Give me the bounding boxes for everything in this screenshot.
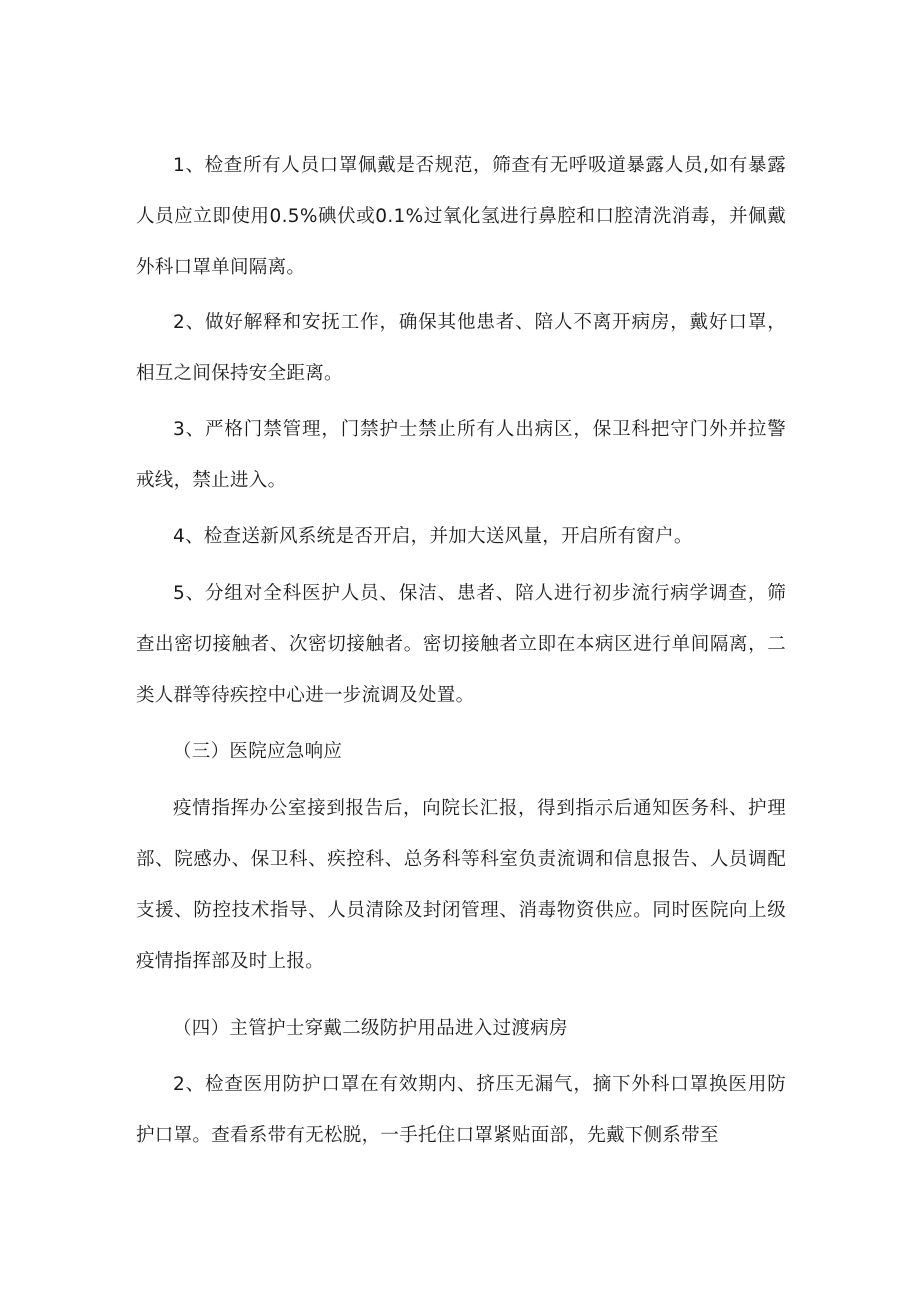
paragraph-item-3: 3、严格门禁管理，门禁护士禁止所有人出病区，保卫科把守门外并拉警戒线，禁止进入。 xyxy=(136,419,786,491)
paragraph-item-2: 2、做好解释和安抚工作，确保其他患者、陪人不离开病房，戴好口罩，相互之间保持安全距离。 xyxy=(136,312,786,384)
paragraph-item-4: 4、检查送新风系统是否开启，并加大送风量，开启所有窗户。 xyxy=(173,526,693,547)
paragraph-item-1: 1、检查所有人员口罩佩戴是否规范，筛查有无呼吸道暴露人员,如有暴露人员应立即使用0.5%碘伏或0.1%过氧化氢进行鼻腔和口腔清洗消毒，并佩戴外科口罩单间隔离。 xyxy=(136,155,786,278)
paragraph-mask-check: 2、检查医用防护口罩在有效期内、挤压无漏气，摘下外科口罩换医用防护口罩。查看系带有无松脱，一手托住口罩紧贴面部，先戴下侧系带至 xyxy=(136,1074,786,1146)
paragraph-item-5: 5、分组对全科医护人员、保洁、患者、陪人进行初步流行病学调查，筛查出密切接触者、次密切接触者。密切接触者立即在本病区进行单间隔离，二类人群等待疾控中心进一步流调及处置。 xyxy=(136,583,786,706)
section-heading-4: （四）主管护士穿戴二级防护用品进入过渡病房 xyxy=(173,1018,568,1039)
section-heading-3: （三）医院应急响应 xyxy=(173,741,343,762)
paragraph-hospital-response: 疫情指挥办公室接到报告后，向院长汇报，得到指示后通知医务科、护理部、院感办、保卫科、疾控科、总务科等科室负责流调和信息报告、人员调配支援、防控技术指导、人员清除及封闭管理、消毒物资供应。同时医院向上级疫情指挥部及时上报。 xyxy=(136,798,786,972)
